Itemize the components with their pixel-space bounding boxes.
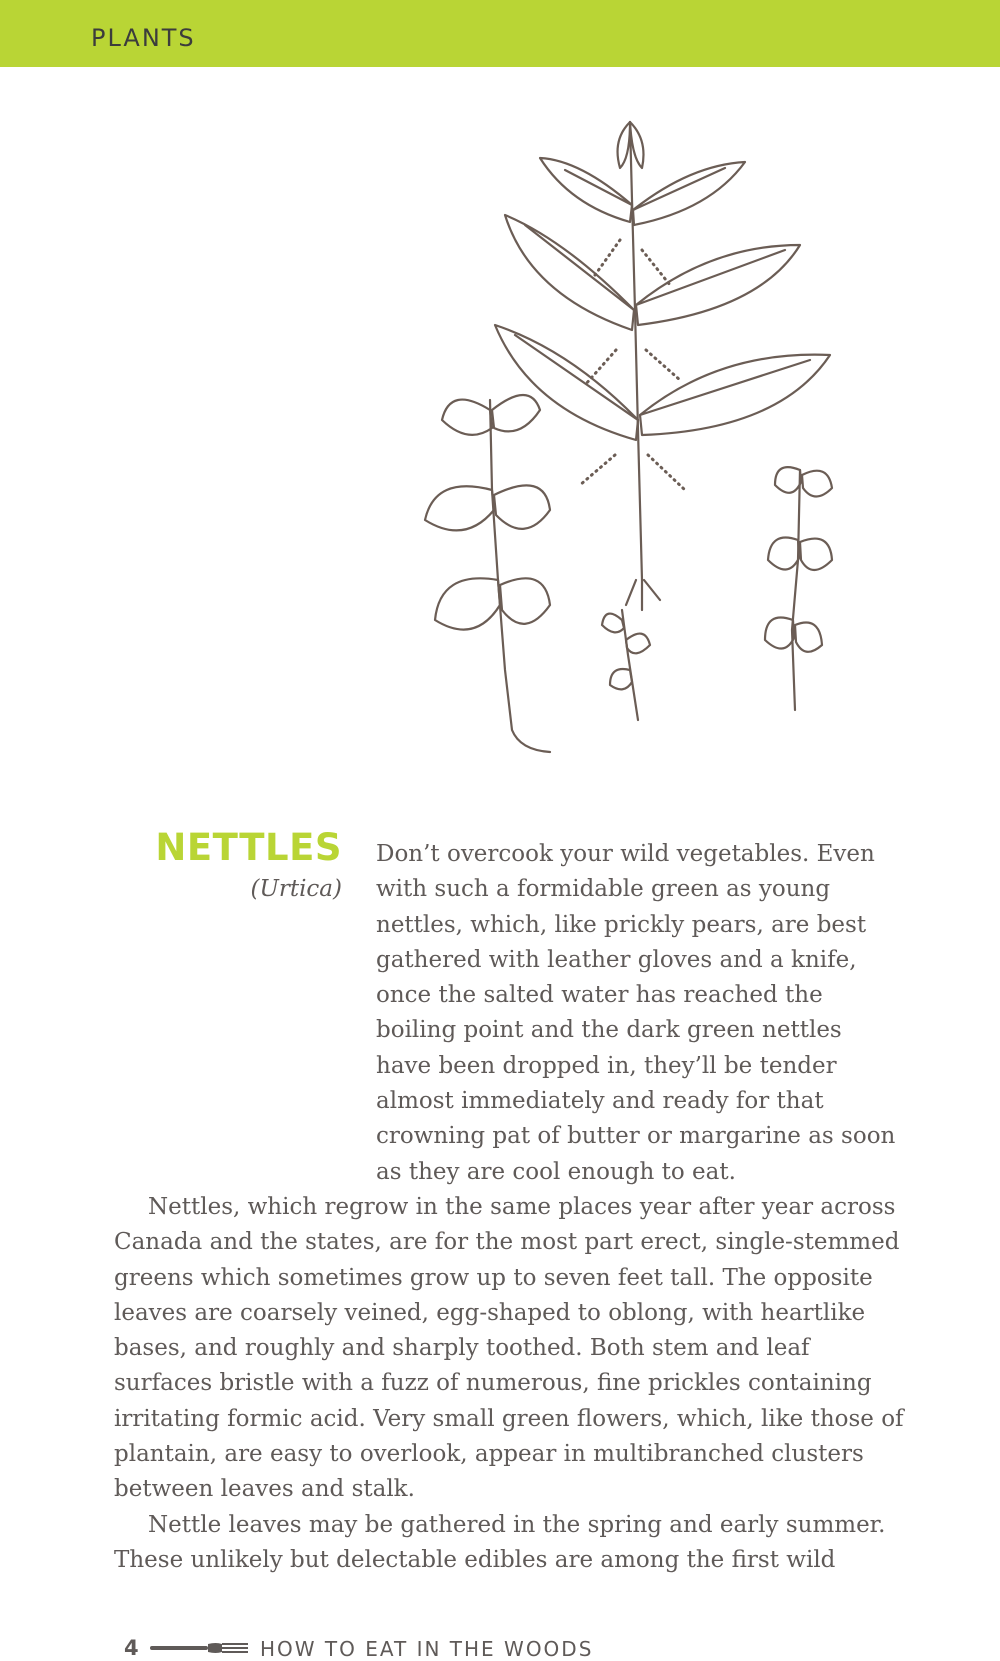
leaf xyxy=(500,578,550,624)
book-title: HOW TO EAT IN THE WOODS xyxy=(260,1637,594,1661)
entry-title: NETTLES xyxy=(155,826,342,869)
section-label: PLANTS xyxy=(91,24,196,52)
leaf xyxy=(505,215,634,330)
latin-name: (Urtica) xyxy=(250,876,342,902)
leaf xyxy=(492,395,540,431)
leaf xyxy=(618,122,630,168)
leaf xyxy=(636,245,800,325)
leaf xyxy=(494,485,550,528)
leaf xyxy=(425,486,494,530)
leaf xyxy=(640,355,830,435)
main-stem xyxy=(630,122,642,580)
left-sprig-stem xyxy=(490,400,550,752)
page-number: 4 xyxy=(124,1636,139,1660)
leaf xyxy=(633,162,745,225)
nettle-illustration xyxy=(380,110,900,820)
description-paragraph: Nettles, which regrow in the same places year after year across Canada and the states, are for the most part erect, single-stemmed greens which sometimes grow up to seven feet tall. The opposite leaves are coarsely veined, egg-shaped to oblong, with heartlike bases, and roughly and sharply toothed. Both stem and leaf surfaces bristle with a fuzz of numerous, fine prickles containing irritating formic acid. Very small green flowers, which, like those of plantain, are easy to overlook, appear in multibranched clusters between leaves and stalk. xyxy=(114,1194,904,1503)
leaf xyxy=(435,578,500,629)
right-sprig-stem xyxy=(792,470,800,710)
gathering-paragraph: Nettle leaves may be gathered in the spring and early summer. These unlikely but delectable edibles are among the first wild xyxy=(114,1512,886,1574)
fork-icon xyxy=(150,1640,250,1656)
leaf xyxy=(495,325,638,440)
header-bar xyxy=(0,0,1000,67)
leaf xyxy=(442,400,492,435)
intro-paragraph: Don’t overcook your wild vegetables. Even with such a formidable green as young nettles, which, like prickly pears, are best gathered with leather gloves and a knife, once the salted water has reached the boiling point and the dark green nettles have been dropped in, they’ll be tender almost immediately and ready for that crowning pat of butter or margarine as soon as they are cool enough to eat. xyxy=(376,841,896,1185)
leaf xyxy=(540,158,632,222)
